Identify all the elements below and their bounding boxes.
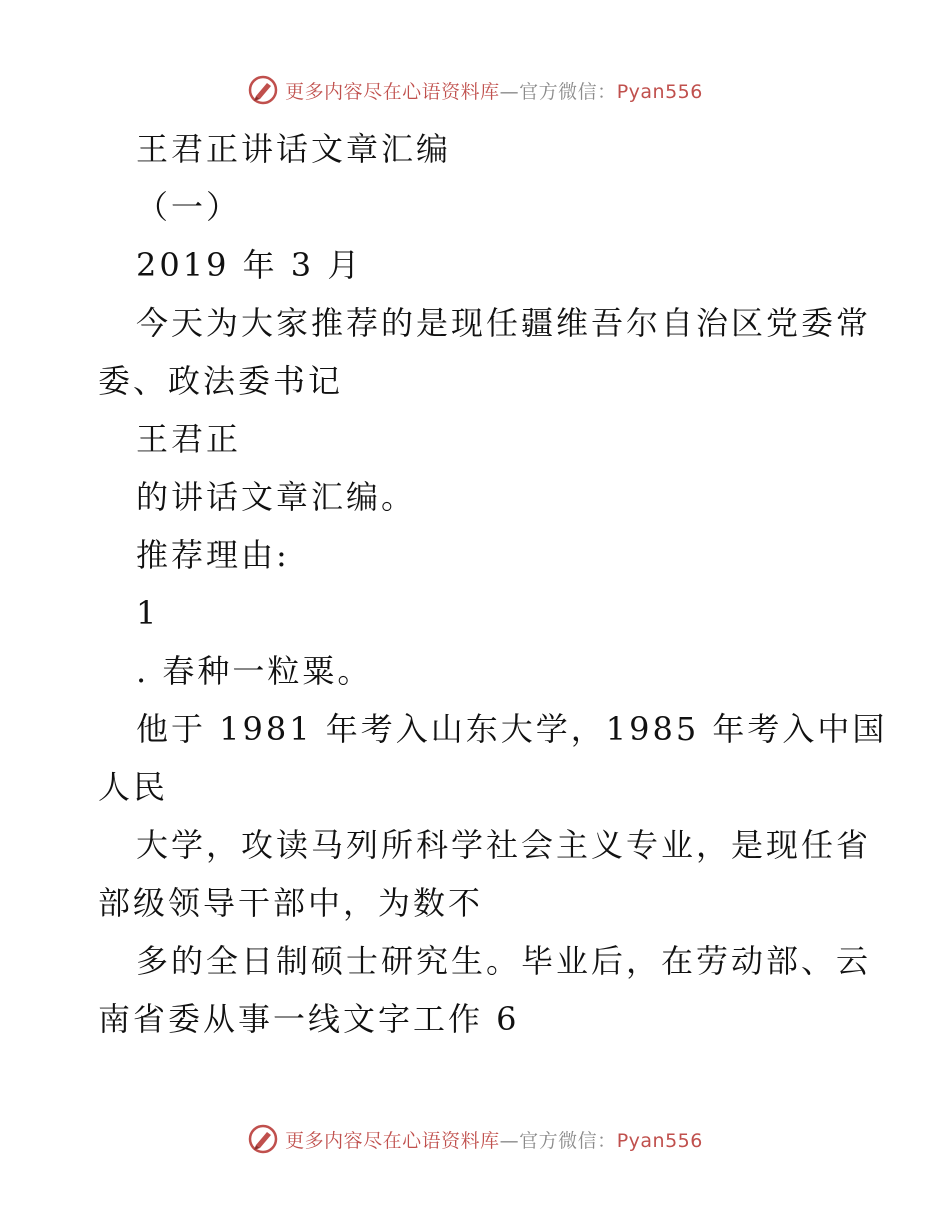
pen-seal-icon [247, 1123, 279, 1155]
paragraph-line: 王君正 [136, 420, 242, 458]
paragraph-line: 的讲话文章汇编。 [136, 478, 417, 516]
paragraph-line: 人民 [98, 768, 169, 806]
paragraph-line: 多的全日制硕士研究生。毕业后，在劳动部、云 [136, 942, 872, 980]
header-watermark [0, 70, 950, 110]
pen-seal-icon [247, 74, 279, 106]
paragraph-line: 他于 1981 年考入山东大学，1985 年考入中国 [136, 710, 888, 748]
footer-watermark [0, 1119, 950, 1159]
list-item-heading: . 春种一粒粟。 [136, 652, 373, 690]
paragraph-line: 今天为大家推荐的是现任疆维吾尔自治区党委常 [136, 304, 872, 342]
document-title: 王君正讲话文章汇编 [136, 130, 452, 168]
volume-number: （一） [136, 188, 242, 226]
paragraph-line: 大学，攻读马列所科学社会主义专业，是现任省 [136, 826, 872, 864]
paragraph-line: 委、政法委书记 [98, 362, 344, 400]
paragraph-line: 部级领导干部中，为数不 [98, 884, 484, 922]
watermark-text: 更多内容尽在心语资料库—官方微信：Pyan556 [285, 80, 703, 103]
watermark-text: 更多内容尽在心语资料库—官方微信：Pyan556 [285, 1129, 703, 1152]
document-body [98, 120, 888, 1048]
paragraph-line: 南省委从事一线文字工作 6 [98, 1000, 520, 1038]
document-date: 2019 年 3 月 [136, 246, 363, 284]
list-number: 1 [136, 594, 160, 632]
section-heading: 推荐理由: [136, 536, 290, 574]
